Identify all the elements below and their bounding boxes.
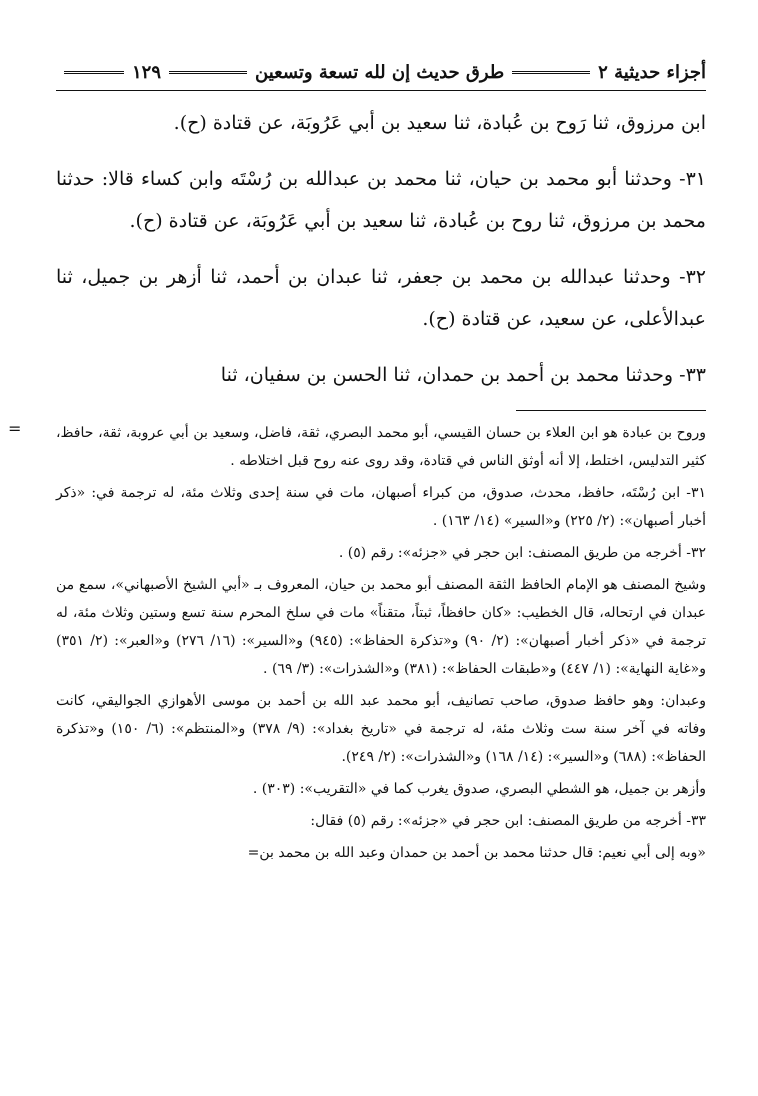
main-paragraph: ٣١- وحدثنا أبو محمد بن حيان، ثنا محمد بن عبدالله بن رُسْتَه وابن كساء قالا: حدثنا محمد بن مرزوق، ثنا روح بن عُبادة، ثنا سعيد بن أبي عَرُوبَة، عن قتادة (ح). [56,168,706,232]
footnote: ٣٣- أخرجه من طريق المصنف: ابن حجر في «جزئه»: رقم (٥) فقال: [310,813,706,829]
page [56,52,706,871]
running-header [56,52,706,92]
main-paragraph: ٣٣- وحدثنا محمد بن أحمد بن حمدان، ثنا الحسن بن سفيان، ثنا [220,364,706,386]
continuation-mark: = [8,419,22,438]
header-chapter-title: طرق حديث إن لله تسعة وتسعين [255,61,505,83]
footnote: ٣١- ابن رُسْتَه، حافظ، محدث، صدوق، من كبراء أصبهان، مات في سنة إحدى وثلاث مئة، له ترجمة في: «ذكر أخبار أصبهان»: (٢/ ٢٢٥) و«السير» (١٤/ ١٦٣) . [56,485,706,529]
main-paragraph: ٣٢- وحدثنا عبدالله بن محمد بن جعفر، ثنا عبدان بن أحمد، ثنا أزهر بن جميل، ثنا عبدالأعلى، عن سعيد، عن قتادة (ح). [56,266,706,330]
header-rule [64,71,124,74]
footnote: وروح بن عبادة هو ابن العلاء بن حسان القيسي، أبو محمد البصري، ثقة، فاضل، وسعيد بن أبي عروبة، ثقة، حافظ، كثير التدليس، اختلط، إلا أنه أوثق الناس في قتادة، وقد روى عنه روح قبل اختلاطه . [56,425,706,469]
footnote: «وبه إلى أبي نعيم: قال حدثنا محمد بن أحمد بن حمدان وعبد الله بن محمد بن= [247,845,706,861]
header-book-title: أجزاء حديثية ٢ [598,61,706,83]
footnote: وعبدان: وهو حافظ صدوق، صاحب تصانيف، أبو محمد عبد الله بن أحمد بن موسى الأهوازي الجواليقي، كانت وفاته في آخر سنة ست وثلاث مئة، له ترجمة في «تاريخ بغداد»: (٩/ ٣٧٨) و«المنتظم»: (٦/ ١٥٠) و«تذكرة الحفاظ»: (٦٨٨) و«السير»: (١٤/ ١٦٨) و«الشذرات»: (٢/ ٢٤٩). [56,693,706,765]
header-rule [169,71,247,74]
page-number: ١٢٩ [131,61,161,83]
footnote: ٣٢- أخرجه من طريق المصنف: ابن حجر في «جزئه»: رقم (٥) . [338,545,706,561]
header-underline [56,90,706,91]
footnote: وشيخ المصنف هو الإمام الحافظ الثقة المصنف أبو محمد بن حيان، المعروف بـ «أبي الشيخ الأصبهاني»، سمع من عبدان في ارتحاله، قال الخطيب: «كان حافظاً، ثبتاً، متقناً» مات في سلخ المحرم سنة تسع وستين وثلاث مئة، له ترجمة في «ذكر أخبار أصبهان»: (٢/ ٩٠) و«تذكرة الحفاظ»: (٩٤٥) و«السير»: (١٦/ ٢٧٦) و«العبر»: (٢/ ٣٥١) و«غاية النهاية»: (١/ ٤٤٧) و«طبقات الحفاظ»: (٣٨١) و«الشذرات»: (٣/ ٦٩) . [56,577,707,677]
header-rule [512,71,590,74]
main-text [56,102,706,396]
main-paragraph: ابن مرزوق، ثنا رَوح بن عُبادة، ثنا سعيد بن أبي عَرُوبَة، عن قتادة (ح). [173,112,706,134]
footnote: وأزهر بن جميل، هو الشطي البصري، صدوق يغرب كما في «التقريب»: (٣٠٣) . [252,781,706,797]
footnotes [56,419,706,867]
footnote-divider [516,410,706,411]
